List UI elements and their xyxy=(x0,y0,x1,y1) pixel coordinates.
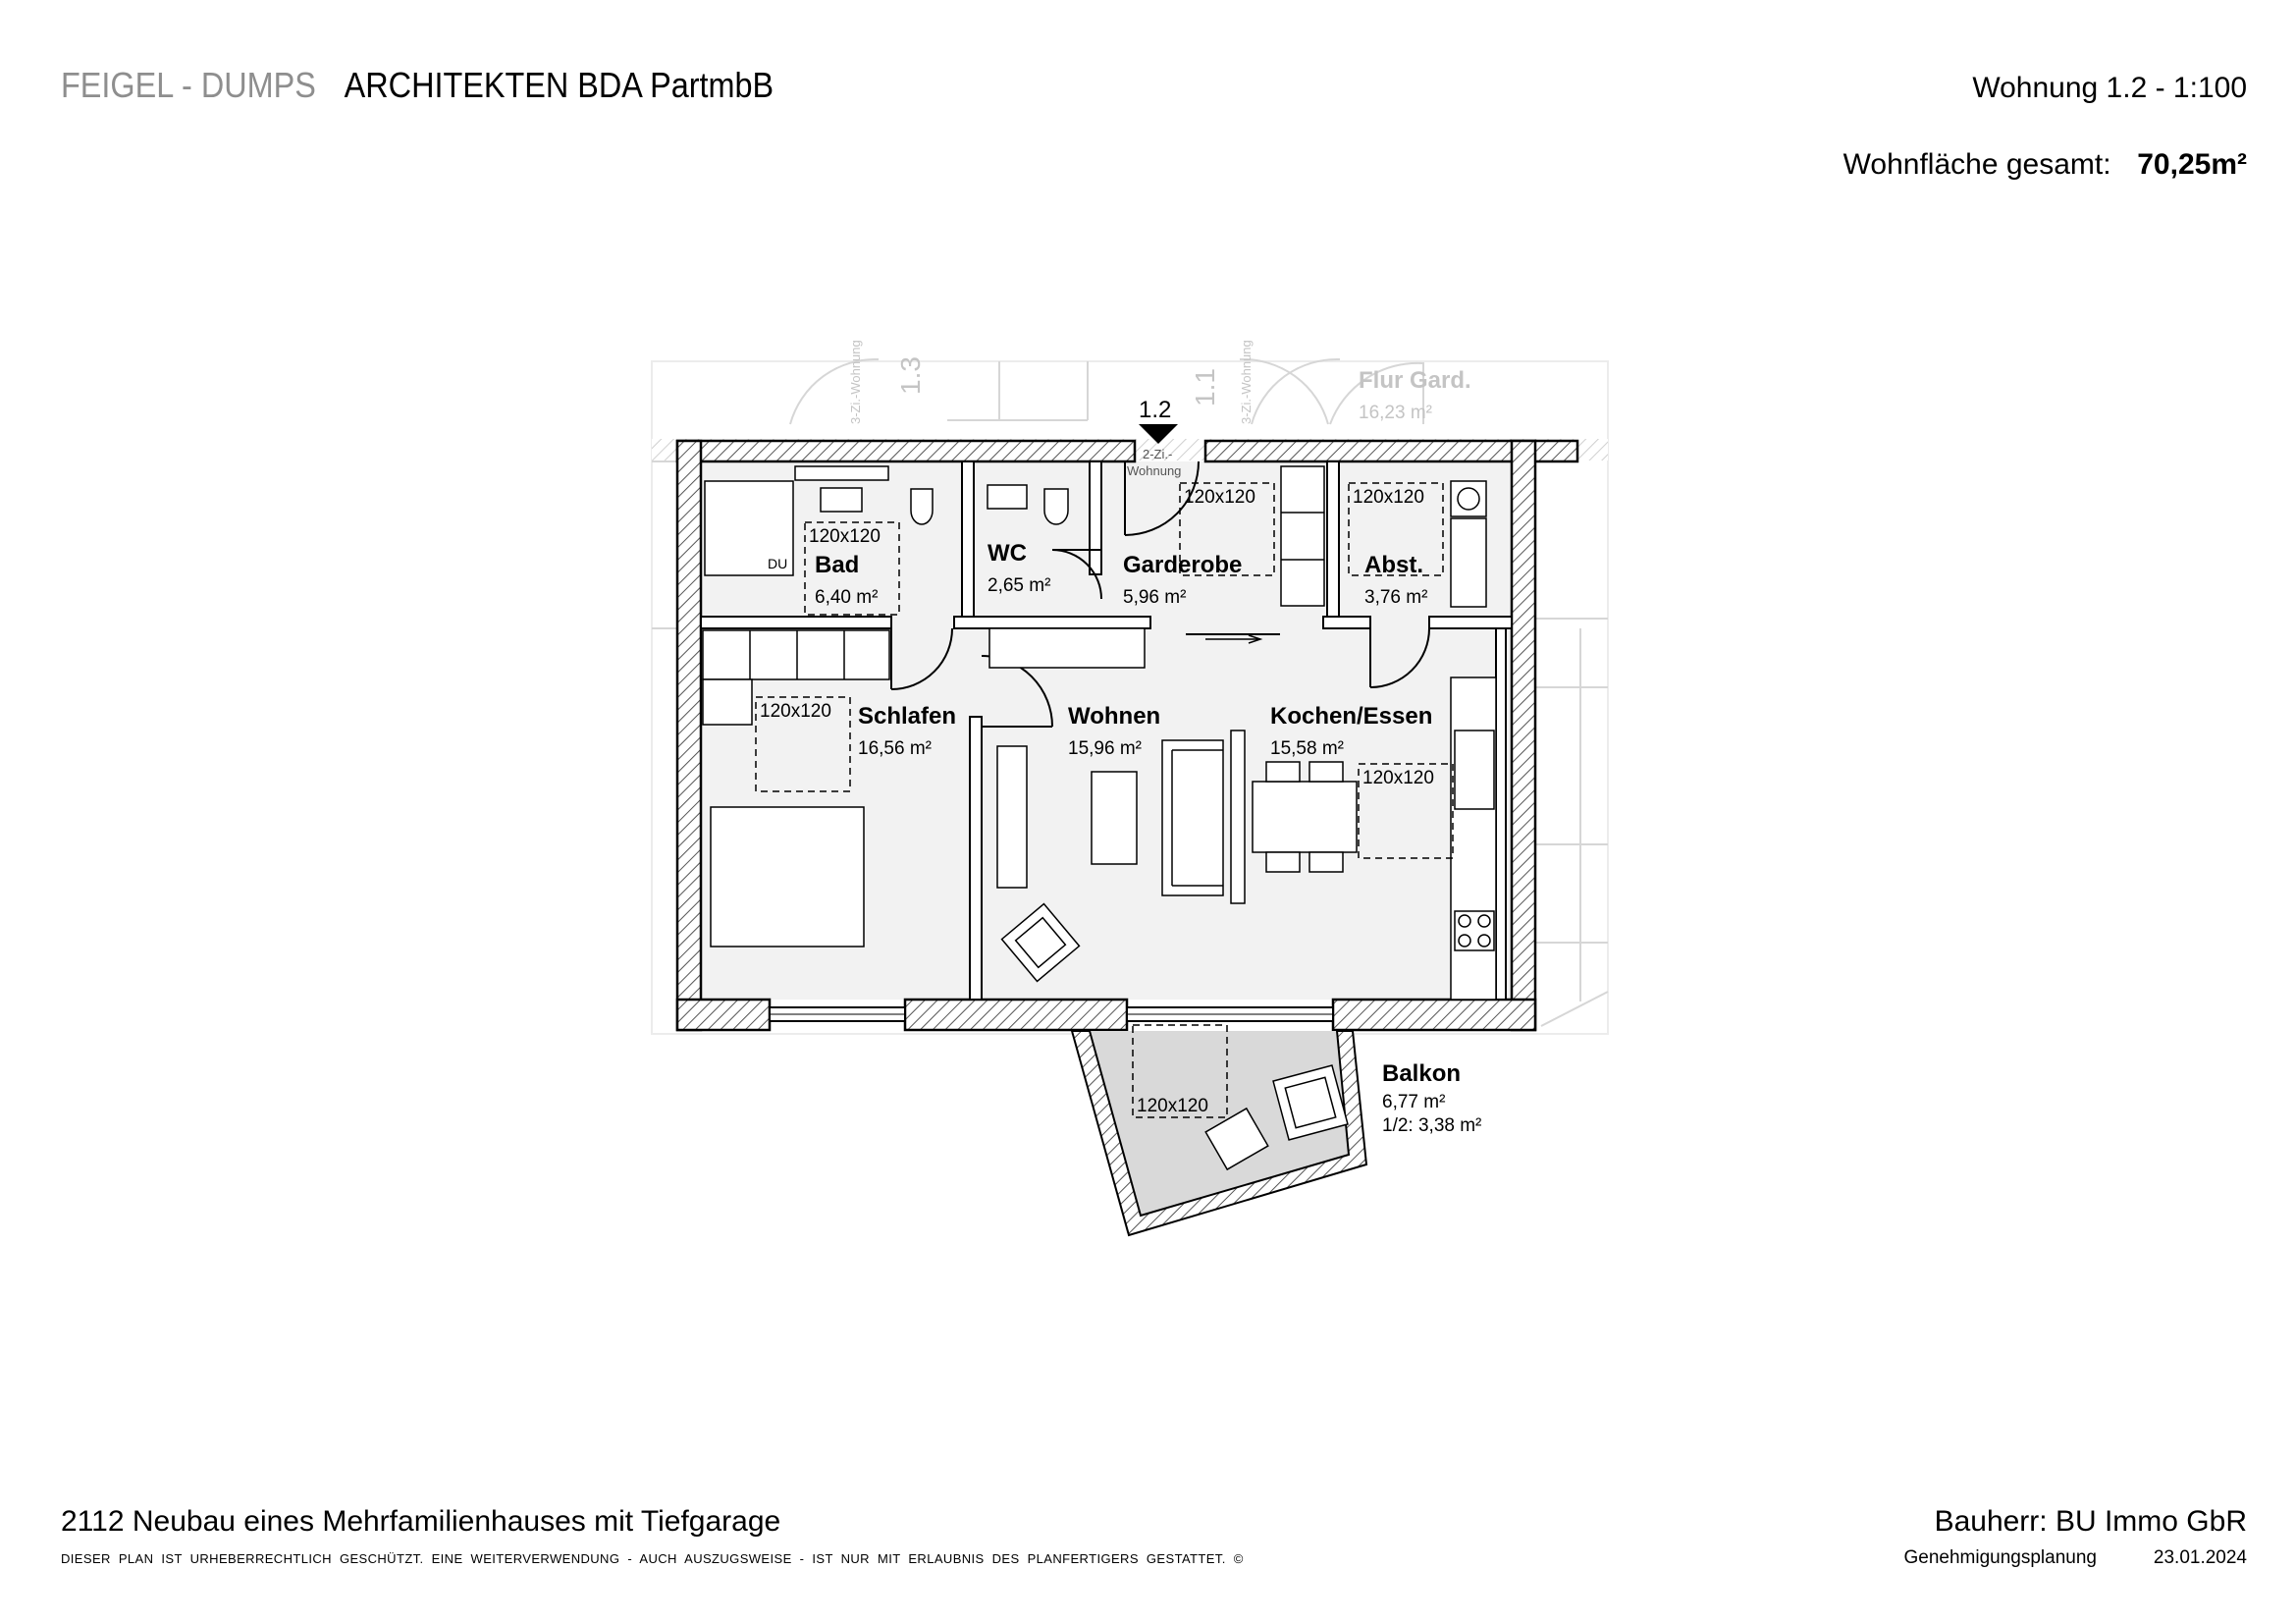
balcony-area: 6,77 m² xyxy=(1382,1092,1446,1112)
toilet-bad xyxy=(911,489,933,524)
toilet-wc xyxy=(1044,489,1068,524)
copyright-notice: DIESER PLAN IST URHEBERRECHTLICH GESCHÜTZT. EINE WEITERVERWENDUNG - AUCH AUSZUGSWEISE - IST NUR MIT ERLAUBNIS DES PLANFERTIGERS GESTATTET. © xyxy=(61,1551,1244,1566)
room-bad-area: 6,40 m² xyxy=(815,587,879,608)
entrance-unit-type-1: 2-Zi.- xyxy=(1143,447,1173,461)
turning-circle-label-kochen: 120x120 xyxy=(1362,768,1434,788)
turning-circle-label-schlafen: 120x120 xyxy=(760,701,831,722)
total-area-value: 70,25m² xyxy=(2137,148,2247,181)
washing-machine-drum xyxy=(1458,488,1479,510)
room-garderobe-area: 5,96 m² xyxy=(1123,587,1187,608)
wall-east xyxy=(1512,441,1535,1030)
abst-appliances xyxy=(1451,481,1486,607)
room-kochen-name: Kochen/Essen xyxy=(1270,703,1433,730)
wall-south-3 xyxy=(1333,1000,1535,1030)
room-abst-area: 3,76 m² xyxy=(1364,587,1428,608)
neighbor-corridor-name: Flur Gard. xyxy=(1359,367,1471,394)
wall-garderobe-kochen-a xyxy=(1323,617,1370,628)
turning-circle-label-bad: 120x120 xyxy=(809,526,881,547)
kitchen-counter xyxy=(1451,677,1496,1000)
neighbor-left-number: 1.3 xyxy=(895,356,926,395)
planning-phase: Genehmigungsplanung xyxy=(1903,1547,2097,1568)
turning-circle-label-balkon: 120x120 xyxy=(1137,1096,1208,1116)
plan-title: Wohnung 1.2 - 1:100 xyxy=(1972,72,2247,104)
neighbor-corridor-area: 16,23 m² xyxy=(1359,403,1432,423)
dining-table xyxy=(1253,782,1357,852)
garderobe-wardrobe xyxy=(1281,466,1324,606)
chair-3 xyxy=(1266,852,1300,872)
coffee-table xyxy=(1092,772,1137,864)
bath-window-frame xyxy=(795,466,888,480)
wall-west xyxy=(677,441,701,1030)
balcony xyxy=(1072,1031,1366,1235)
closet xyxy=(703,630,889,679)
wall-schlafen-wohnen-top xyxy=(954,617,1150,628)
shelf xyxy=(1451,518,1486,607)
wall-north-left xyxy=(677,441,1135,461)
wall-garderobe-kochen-b xyxy=(1429,617,1512,628)
room-bad-name: Bad xyxy=(815,552,860,578)
tv-board xyxy=(997,746,1027,888)
wall-bad-wc xyxy=(962,461,974,617)
wardrobe xyxy=(1281,466,1324,606)
fridge xyxy=(1455,731,1494,809)
firm-suffix: ARCHITEKTEN BDA PartmbB xyxy=(344,65,774,105)
washbasin xyxy=(821,488,862,512)
wall-bad-schlafen-a xyxy=(701,617,891,628)
room-schlafen-area: 16,56 m² xyxy=(858,738,932,759)
wall-south-2 xyxy=(905,1000,1127,1030)
turning-circle-label-abst: 120x120 xyxy=(1353,487,1424,508)
chair-4 xyxy=(1309,852,1343,872)
bed xyxy=(711,807,864,947)
plan-date: 23.01.2024 xyxy=(2153,1547,2247,1568)
project-title: 2112 Neubau eines Mehrfamilienhauses mit Tiefgarage xyxy=(61,1505,781,1538)
dresser xyxy=(703,679,752,725)
chair-1 xyxy=(1266,762,1300,782)
balcony-half-area: 1/2: 3,38 m² xyxy=(1382,1115,1482,1136)
sideboard xyxy=(989,628,1145,668)
client-name: Bauherr: BU Immo GbR xyxy=(1934,1505,2247,1538)
balcony-name: Balkon xyxy=(1382,1060,1462,1087)
room-garderobe-name: Garderobe xyxy=(1123,552,1243,578)
room-kochen-area: 15,58 m² xyxy=(1270,738,1344,759)
room-divider xyxy=(1231,731,1245,903)
firm-name: FEIGEL - DUMPS xyxy=(61,65,316,105)
room-abst-name: Abst. xyxy=(1364,552,1423,578)
wall-garderobe-abst xyxy=(1327,461,1339,617)
neighbor-left-type: 3-Zi.-Wohnung xyxy=(848,340,863,424)
room-wohnen-name: Wohnen xyxy=(1068,703,1161,730)
neighbor-right-number: 1.1 xyxy=(1190,368,1220,406)
entrance-unit-type-2: Wohnung xyxy=(1127,463,1182,478)
wc-washbasin xyxy=(988,485,1027,509)
wall-schlafen-wohnen xyxy=(970,717,982,1000)
wall-wc-garderobe xyxy=(1090,461,1101,574)
room-wc-area: 2,65 m² xyxy=(988,575,1051,596)
total-area-label: Wohnfläche gesamt: xyxy=(1842,148,2111,181)
room-schlafen-name: Schlafen xyxy=(858,703,957,730)
neighbor-right-type: 3-Zi.-Wohnung xyxy=(1239,340,1254,424)
wall-south-1 xyxy=(677,1000,770,1030)
room-wohnen-area: 15,96 m² xyxy=(1068,738,1142,759)
turning-circle-label-garderobe: 120x120 xyxy=(1184,487,1255,508)
room-wc-name: WC xyxy=(988,540,1027,567)
shower-label: DU xyxy=(768,556,788,571)
wall-kitchen-back xyxy=(1496,628,1506,1000)
chair-2 xyxy=(1309,762,1343,782)
entrance-unit-number: 1.2 xyxy=(1139,397,1172,423)
